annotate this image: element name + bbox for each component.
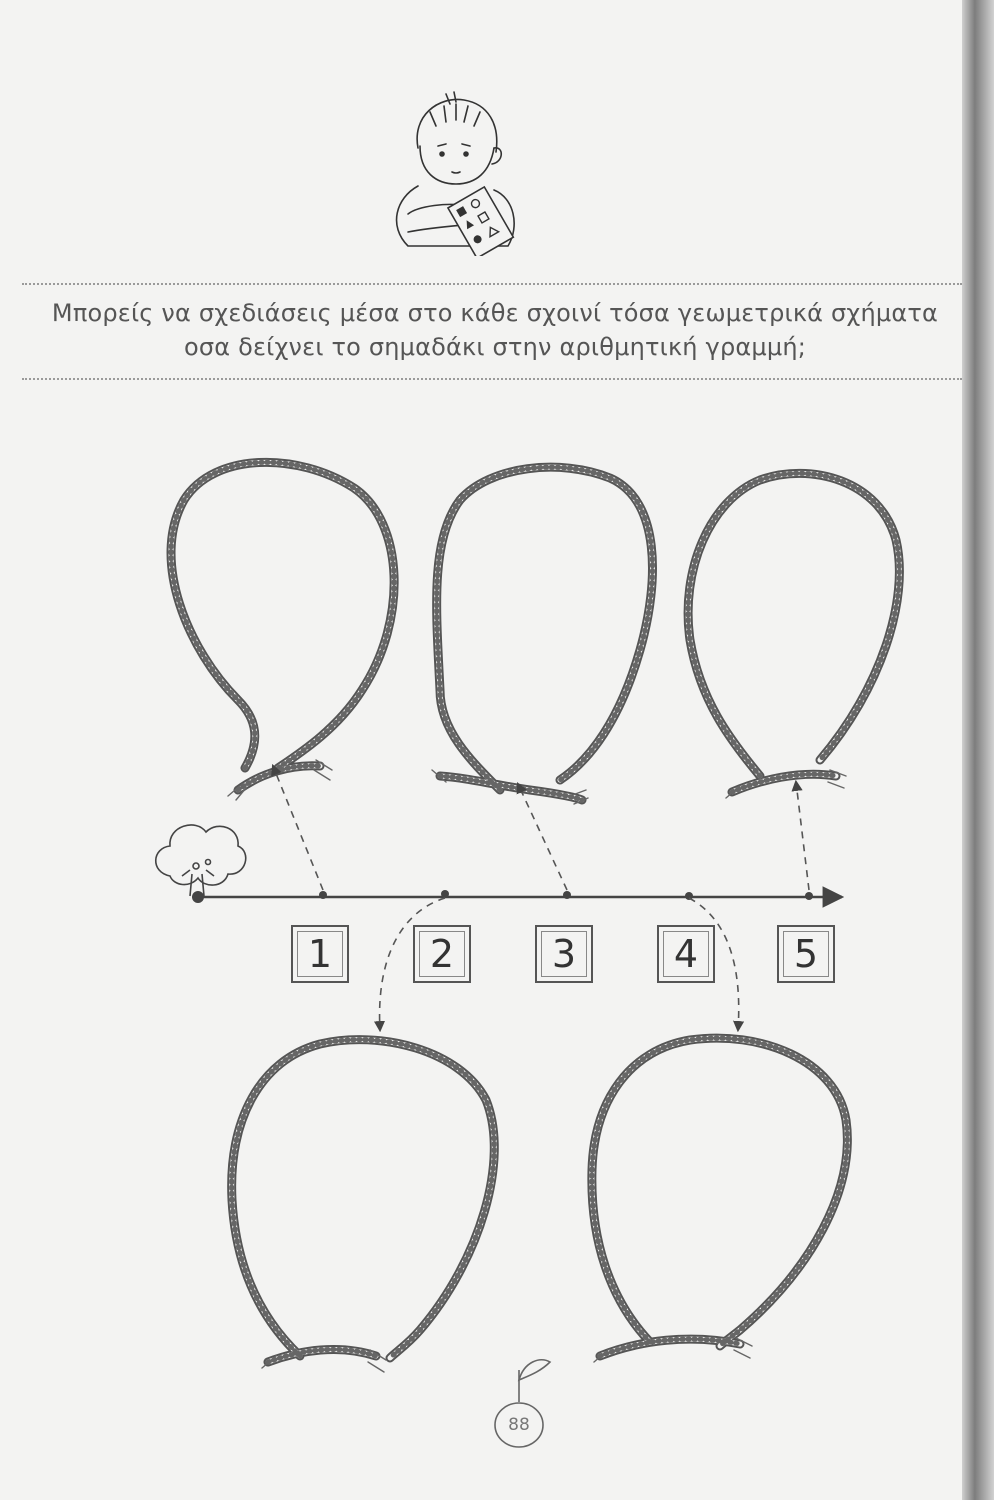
tree-icon xyxy=(156,825,246,896)
rope-loop-1 xyxy=(171,462,394,800)
rope-loop-2 xyxy=(432,467,652,804)
number-label: 5 xyxy=(793,932,819,976)
rope-loop-3 xyxy=(688,473,899,798)
rope-loop-4 xyxy=(232,1040,495,1372)
number-box-2 xyxy=(413,925,471,983)
tick-mark-5 xyxy=(805,892,813,900)
number-label: 3 xyxy=(551,932,577,976)
pointer-arrow-5 xyxy=(796,782,809,890)
tick-mark-1 xyxy=(319,891,327,899)
number-box-5 xyxy=(777,925,835,983)
number-label: 1 xyxy=(307,932,333,976)
tick-mark-2 xyxy=(441,890,449,898)
number-line xyxy=(192,890,842,903)
page-number: 88 xyxy=(508,1415,530,1435)
instruction-line-1: Μπορείς να σχεδιάσεις μέσα στο κάθε σχοινί τόσα γεωμετρικά σχήματα xyxy=(51,299,939,327)
number-box-3 xyxy=(535,925,593,983)
page-binding-edge xyxy=(962,0,994,1500)
number-box-4 xyxy=(657,925,715,983)
number-label: 2 xyxy=(429,932,455,976)
pointer-arrow-3 xyxy=(518,784,567,890)
tick-mark-3 xyxy=(563,891,571,899)
pointer-arrow-1 xyxy=(273,766,323,890)
number-label: 4 xyxy=(673,932,699,976)
number-box-1 xyxy=(291,925,349,983)
instruction-line-2: οσα δείχνει το σημαδάκι στην αριθμητική γραμμή; xyxy=(183,333,807,361)
rope-loop-5 xyxy=(592,1038,847,1362)
